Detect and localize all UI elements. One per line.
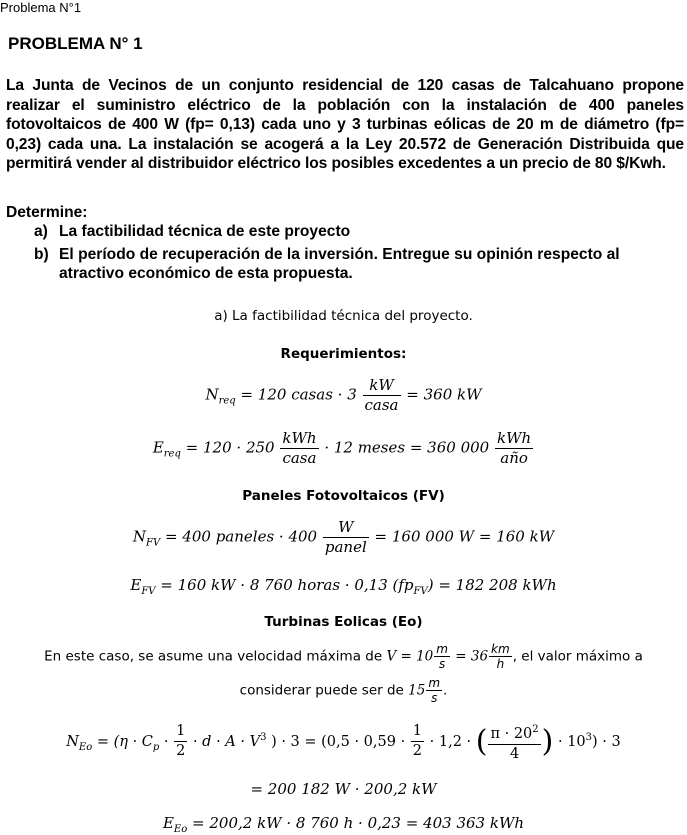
wind-heading: Turbinas Eolicas (Eo) xyxy=(264,614,423,630)
pv-heading: Paneles Fotovoltaicos (FV) xyxy=(242,488,445,504)
equation-nreq: $N_{req} = 120$ casas · 3 $\frac{kW}{\text{casa}}$ = 360 kW xyxy=(205,376,482,414)
question-text: El período de recuperación de la inversión. Entregue su opinión respecto al atractivo económico de esta propuesta. xyxy=(59,245,620,283)
equation-neo: $N_{Eo} = (\eta \cdot C_p$ · $\frac{1}{2}$ · $d \cdot A \cdot V^3$ ) · 3 = (0,5 · 0,59 · $\frac{1}{2}$ · 1,2 · ( $\frac{\pi \cdot 20^2}{4}$ ) · $10^3) \cdot 3$ xyxy=(0,720,687,764)
problem-title: PROBLEMA N° 1 xyxy=(8,34,143,53)
equation-ereq: $E_{req} = 120 \cdot 250$ $\frac{\text{kWh}}{\text{casa}}$ · 12 meses = 360 000 $\frac{\text{kWh}}{\text{año}}$ xyxy=(152,429,532,467)
equation-nfv: $N_{FV} = 400$ paneles · 400 $\frac{W}{\text{panel}}$ = 160 000 W = 160 kW xyxy=(132,518,555,556)
equation-efv: $E_{FV} = 160$ kW · 8 760 horas · 0,13 $(fp_{FV}) = 182$ 208 kWh xyxy=(130,576,557,597)
problem-statement xyxy=(6,76,684,174)
question-text: La factibilidad técnica de este proyecto xyxy=(59,223,351,240)
assumption-text: En este caso, se asume una velocidad máxima de V = 10 $\frac{m}{s}$ = 36 $\frac{km}{h}$ , el valor máximo a xyxy=(44,642,643,671)
assumption-text-2: considerar puede ser de 15 $\frac{m}{s}$ . xyxy=(239,676,448,705)
equation-neo-result: = 200 182 W · 200,2 kW xyxy=(250,780,437,798)
statement-text: La Junta de Vecinos de un conjunto residencial de 120 casas de Talcahuano propone realizar el suministro eléctrico de la población con la instalación de 400 paneles fotovoltaicos de 400 W (fp= 0,13) cada uno y 3 turbinas eólicas de 20 m de diámetro (fp= 0,23) cada una. La instalación se acogerá a la Ley 20.572 de Generación Distribuida que permitirá vender al distribuidor eléctrico los posibles excedentes a un precio de 80 $/Kwh. xyxy=(6,77,684,173)
solution-part-a-heading: a) La factibilidad técnica del proyecto. xyxy=(214,308,473,324)
equation-eeo: $E_{Eo} = 200,2$ kW · 8 760 h · 0,23 = 403 363 kWh xyxy=(162,814,525,835)
question-marker: a) xyxy=(34,223,48,240)
determine-label: Determine: xyxy=(6,204,88,221)
document-label: Problema N°1 xyxy=(0,0,82,15)
questions-list xyxy=(34,222,686,287)
question-marker: b) xyxy=(34,245,49,263)
question-a xyxy=(34,222,686,242)
requirements-heading: Requerimientos: xyxy=(280,346,407,362)
question-b xyxy=(34,245,686,284)
